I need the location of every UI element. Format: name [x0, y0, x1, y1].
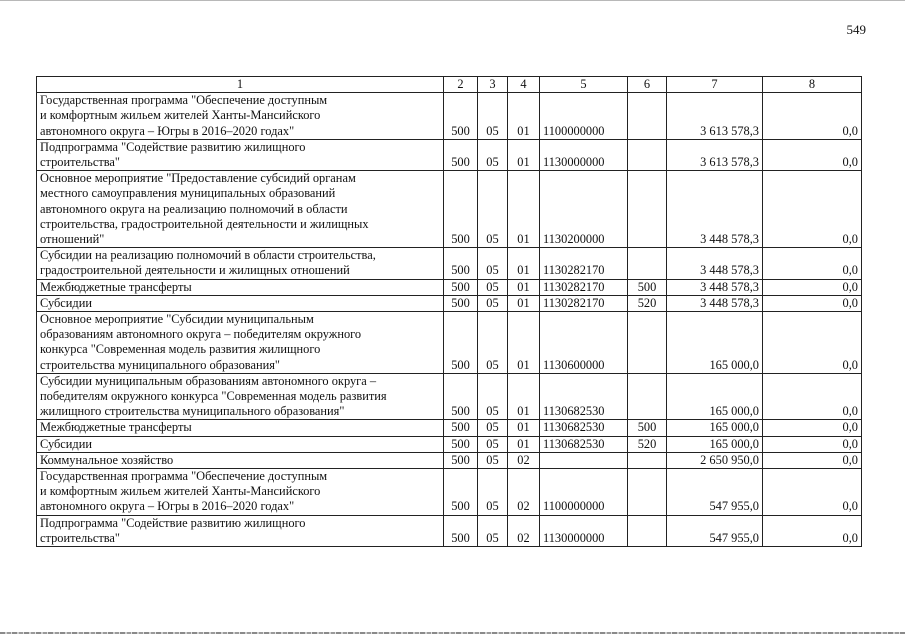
- row-amount-7-cell: 547 955,0: [667, 469, 763, 516]
- row-amount-8-cell: 0,0: [763, 373, 862, 420]
- row-code-2-cell: 500: [444, 373, 478, 420]
- table-row: [37, 420, 862, 436]
- bottom-border-line: [0, 632, 905, 634]
- row-amount-8-cell: 0,0: [763, 139, 862, 170]
- table-row: [37, 312, 862, 374]
- row-amount-7-cell: 165 000,0: [667, 312, 763, 374]
- header-cell: 5: [540, 77, 628, 93]
- row-code-4-cell: 01: [508, 420, 540, 436]
- row-amount-7-cell: 3 448 578,3: [667, 295, 763, 311]
- row-code-6-cell: [628, 93, 667, 140]
- row-code-3-cell: 05: [478, 295, 508, 311]
- row-amount-8-cell: 0,0: [763, 248, 862, 279]
- row-amount-7-cell: 3 448 578,3: [667, 279, 763, 295]
- row-code-3-cell: 05: [478, 420, 508, 436]
- row-amount-7-cell: 165 000,0: [667, 420, 763, 436]
- table-row: [37, 469, 862, 516]
- top-border-line: [0, 0, 905, 1]
- row-code-6-cell: 500: [628, 279, 667, 295]
- row-code-4-cell: 01: [508, 171, 540, 248]
- row-amount-8-cell: 0,0: [763, 515, 862, 546]
- row-code-2-cell: 500: [444, 452, 478, 468]
- row-code-4-cell: 01: [508, 373, 540, 420]
- header-cell: 2: [444, 77, 478, 93]
- row-amount-8-cell: 0,0: [763, 93, 862, 140]
- table-row: [37, 373, 862, 420]
- row-code-2-cell: 500: [444, 248, 478, 279]
- row-amount-7-cell: 165 000,0: [667, 373, 763, 420]
- row-amount-8-cell: 0,0: [763, 312, 862, 374]
- row-code-4-cell: 01: [508, 279, 540, 295]
- row-code-5-cell: 1100000000: [540, 469, 628, 516]
- row-amount-8-cell: 0,0: [763, 279, 862, 295]
- row-amount-7-cell: 3 448 578,3: [667, 248, 763, 279]
- table-row: [37, 295, 862, 311]
- row-code-4-cell: 01: [508, 436, 540, 452]
- row-code-3-cell: 05: [478, 93, 508, 140]
- row-code-2-cell: 500: [444, 279, 478, 295]
- row-code-2-cell: 500: [444, 420, 478, 436]
- row-amount-7-cell: 3 613 578,3: [667, 93, 763, 140]
- row-code-5-cell: 1100000000: [540, 93, 628, 140]
- table-row: [37, 452, 862, 468]
- row-code-3-cell: 05: [478, 248, 508, 279]
- header-cell: 3: [478, 77, 508, 93]
- row-code-5-cell: 1130282170: [540, 295, 628, 311]
- row-name-cell: Субсидии муниципальным образованиям автономного округа – победителям окружного конкурса "Современная модель развития жилищного строительства муниципального образования": [37, 373, 444, 420]
- row-name-cell: Субсидии на реализацию полномочий в области строительства, градостроительной деятельности и жилищных отношений: [37, 248, 444, 279]
- row-code-6-cell: 520: [628, 295, 667, 311]
- header-cell: 7: [667, 77, 763, 93]
- header-cell: 1: [37, 77, 444, 93]
- row-code-6-cell: [628, 469, 667, 516]
- row-amount-7-cell: 3 448 578,3: [667, 171, 763, 248]
- budget-table: [36, 76, 862, 547]
- row-name-cell: Межбюджетные трансферты: [37, 279, 444, 295]
- row-code-3-cell: 05: [478, 469, 508, 516]
- row-code-4-cell: 01: [508, 295, 540, 311]
- header-cell: 8: [763, 77, 862, 93]
- row-code-3-cell: 05: [478, 515, 508, 546]
- row-amount-7-cell: 547 955,0: [667, 515, 763, 546]
- row-name-cell: Государственная программа "Обеспечение доступным и комфортным жильем жителей Ханты-Мансийского автономного округа – Югры в 2016–2020 годах": [37, 469, 444, 516]
- row-code-2-cell: 500: [444, 139, 478, 170]
- row-amount-8-cell: 0,0: [763, 295, 862, 311]
- row-amount-8-cell: 0,0: [763, 436, 862, 452]
- row-code-4-cell: 02: [508, 515, 540, 546]
- row-code-6-cell: [628, 312, 667, 374]
- row-name-cell: Подпрограмма "Содействие развитию жилищного строительства": [37, 515, 444, 546]
- row-code-4-cell: 01: [508, 248, 540, 279]
- row-code-2-cell: 500: [444, 171, 478, 248]
- header-cell: 6: [628, 77, 667, 93]
- row-code-3-cell: 05: [478, 373, 508, 420]
- row-code-5-cell: 1130682530: [540, 373, 628, 420]
- row-amount-8-cell: 0,0: [763, 452, 862, 468]
- table-row: [37, 248, 862, 279]
- row-code-6-cell: [628, 248, 667, 279]
- row-code-4-cell: 01: [508, 312, 540, 374]
- row-code-5-cell: 1130000000: [540, 515, 628, 546]
- table-row: [37, 436, 862, 452]
- row-code-5-cell: 1130282170: [540, 279, 628, 295]
- row-code-3-cell: 05: [478, 171, 508, 248]
- row-amount-8-cell: 0,0: [763, 171, 862, 248]
- row-code-4-cell: 02: [508, 469, 540, 516]
- row-code-5-cell: 1130600000: [540, 312, 628, 374]
- row-code-5-cell: 1130200000: [540, 171, 628, 248]
- row-code-2-cell: 500: [444, 515, 478, 546]
- table-header-row: [37, 77, 862, 93]
- row-name-cell: Государственная программа "Обеспечение доступным и комфортным жильем жителей Ханты-Мансийского автономного округа – Югры в 2016–2020 годах": [37, 93, 444, 140]
- row-code-5-cell: 1130682530: [540, 436, 628, 452]
- row-code-4-cell: 01: [508, 93, 540, 140]
- table-row: [37, 279, 862, 295]
- row-code-3-cell: 05: [478, 436, 508, 452]
- row-amount-8-cell: 0,0: [763, 420, 862, 436]
- row-code-4-cell: 01: [508, 139, 540, 170]
- row-code-5-cell: 1130000000: [540, 139, 628, 170]
- row-code-5-cell: [540, 452, 628, 468]
- row-code-6-cell: 500: [628, 420, 667, 436]
- row-code-2-cell: 500: [444, 93, 478, 140]
- row-amount-7-cell: 165 000,0: [667, 436, 763, 452]
- row-code-3-cell: 05: [478, 312, 508, 374]
- row-code-5-cell: 1130282170: [540, 248, 628, 279]
- row-name-cell: Субсидии: [37, 436, 444, 452]
- row-code-2-cell: 500: [444, 312, 478, 374]
- table-row: [37, 515, 862, 546]
- page-number: 549: [846, 22, 866, 37]
- row-code-6-cell: [628, 171, 667, 248]
- row-code-6-cell: [628, 515, 667, 546]
- row-name-cell: Межбюджетные трансферты: [37, 420, 444, 436]
- row-code-4-cell: 02: [508, 452, 540, 468]
- row-code-6-cell: [628, 373, 667, 420]
- row-amount-7-cell: 3 613 578,3: [667, 139, 763, 170]
- row-code-2-cell: 500: [444, 469, 478, 516]
- row-code-5-cell: 1130682530: [540, 420, 628, 436]
- row-code-3-cell: 05: [478, 279, 508, 295]
- row-code-3-cell: 05: [478, 452, 508, 468]
- row-code-6-cell: [628, 139, 667, 170]
- row-name-cell: Коммунальное хозяйство: [37, 452, 444, 468]
- table-row: [37, 139, 862, 170]
- row-amount-8-cell: 0,0: [763, 469, 862, 516]
- row-code-6-cell: 520: [628, 436, 667, 452]
- row-name-cell: Основное мероприятие "Предоставление субсидий органам местного самоуправления муниципальных образований автономного округа на реализацию полномочий в области строительства, градостроительной деятельности и жилищных отношений": [37, 171, 444, 248]
- row-name-cell: Подпрограмма "Содействие развитию жилищного строительства": [37, 139, 444, 170]
- row-code-2-cell: 500: [444, 436, 478, 452]
- table-row: [37, 171, 862, 248]
- row-code-3-cell: 05: [478, 139, 508, 170]
- row-amount-7-cell: 2 650 950,0: [667, 452, 763, 468]
- header-cell: 4: [508, 77, 540, 93]
- row-name-cell: Субсидии: [37, 295, 444, 311]
- table-row: [37, 93, 862, 140]
- row-name-cell: Основное мероприятие "Субсидии муниципальным образованиям автономного округа – победителям окружного конкурса "Современная модель развития жилищного строительства муниципального образования": [37, 312, 444, 374]
- row-code-6-cell: [628, 452, 667, 468]
- row-code-2-cell: 500: [444, 295, 478, 311]
